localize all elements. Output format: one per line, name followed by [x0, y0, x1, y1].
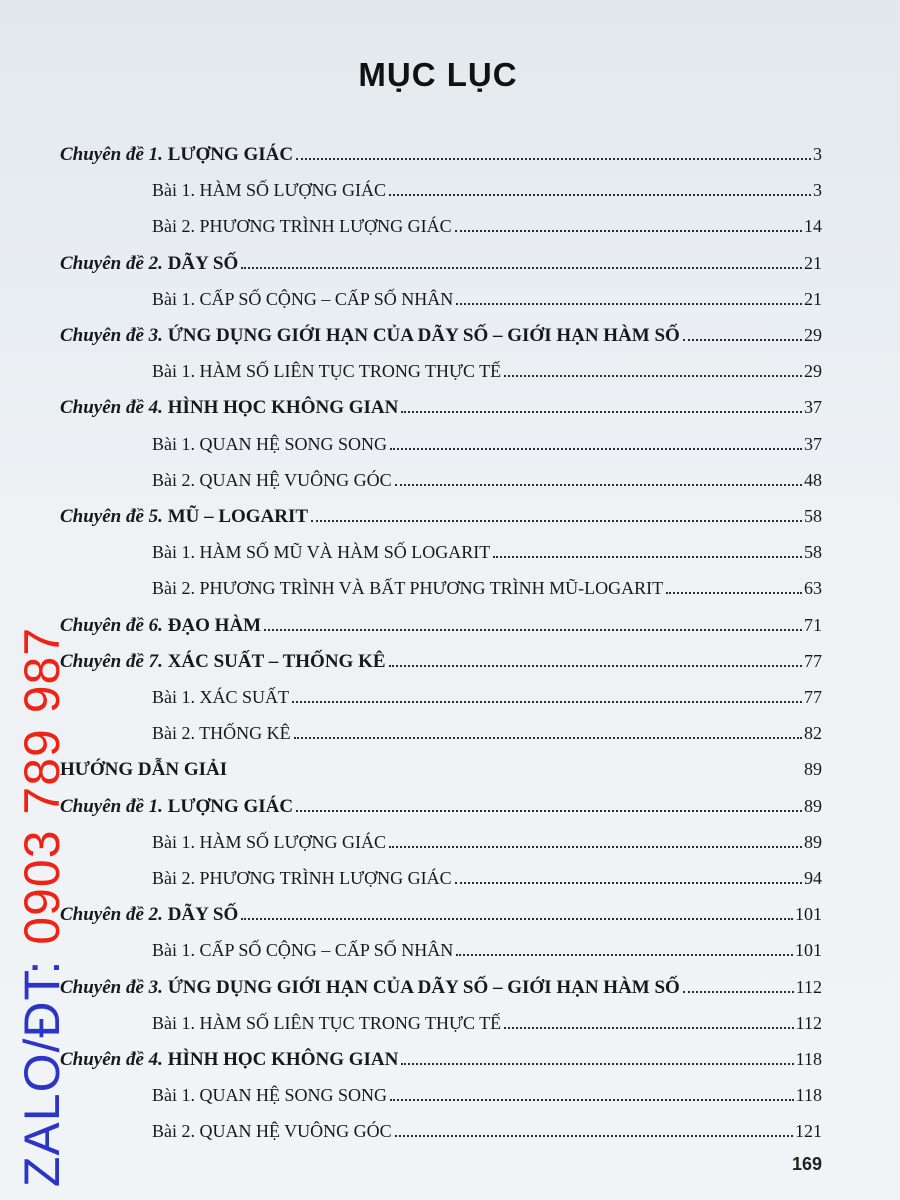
toc-entry-lesson [152, 216, 822, 244]
toc-entry-lesson [152, 361, 822, 389]
toc-entry-chapter [60, 506, 822, 534]
toc-page-number: 101 [795, 940, 822, 961]
toc-entry-title [60, 144, 293, 166]
toc-entry-title [60, 253, 238, 275]
toc-entry-lesson [152, 1085, 822, 1113]
toc-entry-title [60, 615, 261, 637]
toc-entry-lesson [152, 434, 822, 462]
dot-leader [455, 881, 802, 884]
toc-entry-title: Bài 1. HÀM SỐ MŨ VÀ HÀM SỐ LOGARIT [152, 542, 491, 563]
toc-entry-title: Bài 2. QUAN HỆ VUÔNG GÓC [152, 469, 392, 490]
chapter-subject: HÌNH HỌC KHÔNG GIAN [167, 1049, 399, 1070]
chapter-subject: MŨ – LOGARIT [167, 506, 309, 527]
toc-page-number: 29 [804, 325, 822, 345]
dot-leader [395, 1134, 793, 1137]
chapter-prefix: Chuyên đề 1. [60, 795, 168, 817]
page-number: 169 [791, 1154, 822, 1174]
toc-page-number: 14 [804, 216, 822, 237]
phone-watermark [13, 407, 71, 1200]
toc-entry-title [60, 325, 680, 347]
chapter-prefix: Chuyên đề 4. [60, 1049, 168, 1070]
toc-entry-title: Bài 1. HÀM SỐ LƯỢNG GIÁC [152, 831, 386, 852]
toc-entry-title [60, 904, 238, 926]
chapter-prefix: Chuyên đề 3. [60, 325, 168, 346]
toc-entry-title: Bài 2. PHƯƠNG TRÌNH LƯỢNG GIÁC [152, 868, 452, 888]
toc-page-number: 112 [795, 1012, 822, 1033]
dot-leader [456, 302, 802, 305]
chapter-prefix: Chuyên đề 7. [60, 650, 168, 672]
toc-page-number: 29 [804, 361, 822, 382]
toc-entry-title [60, 1049, 398, 1071]
dot-leader [230, 774, 802, 775]
toc-entry-lesson [152, 470, 822, 498]
toc-entry-title [60, 506, 308, 528]
dot-leader [401, 410, 802, 413]
toc-entry-lesson [152, 687, 822, 715]
dot-leader [395, 483, 802, 486]
toc-entry-title [60, 651, 386, 673]
toc-entry-chapter [60, 651, 822, 679]
dot-leader [390, 1098, 794, 1101]
dot-leader [296, 809, 802, 812]
toc-entry-chapter [60, 325, 822, 353]
toc-page-number: 121 [795, 1121, 822, 1142]
dot-leader [241, 266, 802, 269]
toc-entry-title: Bài 1. QUAN HỆ SONG SONG [152, 1085, 388, 1106]
toc-page-number: 77 [804, 687, 822, 707]
dot-leader [294, 736, 802, 739]
toc-entry-title: Bài 2. PHƯƠNG TRÌNH VÀ BẤT PHƯƠNG TRÌNH MŨ-LOGARIT [152, 578, 664, 599]
toc-page-number: 37 [804, 433, 822, 454]
toc-page-number: 63 [804, 578, 822, 599]
toc-entry-lesson [152, 180, 822, 208]
dot-leader [683, 990, 794, 993]
toc-entry-chapter [60, 253, 822, 281]
toc-page-number: 82 [804, 723, 822, 744]
toc-page-number: 71 [804, 614, 822, 635]
chapter-subject: DÃY SỐ [167, 252, 239, 274]
toc-entry-chapter [60, 904, 822, 932]
toc-entry-title: Bài 1. XÁC SUẤT [152, 687, 290, 707]
toc-page-number: 94 [804, 868, 822, 888]
chapter-prefix: Chuyên đề 2. [60, 252, 168, 274]
watermark-phone: 0903 789 987 [14, 626, 70, 945]
toc-page-number: 89 [804, 759, 822, 780]
toc-entry-section [60, 759, 822, 787]
dot-leader [390, 447, 802, 450]
toc-entry-lesson [152, 542, 822, 570]
toc-entry-title [60, 397, 398, 419]
toc-entry-title: Bài 1. HÀM SỐ LIÊN TỤC TRONG THỰC TẾ [152, 361, 502, 382]
page-title: MỤC LỤC [358, 56, 518, 93]
toc-entry-chapter [60, 397, 822, 425]
chapter-subject: LƯỢNG GIÁC [167, 795, 294, 817]
toc-page-number: 58 [804, 542, 822, 563]
toc-page-number: 118 [795, 1085, 822, 1106]
chapter-subject: ỨNG DỤNG GIỚI HẠN CỦA DÃY SỐ – GIỚI HẠN HÀM SỐ [167, 976, 680, 998]
dot-leader [389, 845, 802, 848]
chapter-prefix: Chuyên đề 4. [60, 397, 168, 419]
toc-entry-title: Bài 2. THỐNG KÊ [152, 723, 291, 744]
dot-leader [264, 628, 802, 631]
toc-entry-chapter [60, 144, 822, 172]
watermark-label: ZALO/ĐT: [14, 959, 70, 1188]
toc-entry-lesson [152, 578, 822, 606]
toc-page-number: 118 [795, 1049, 822, 1069]
dot-leader [389, 193, 811, 196]
toc-entry-chapter [60, 977, 822, 1005]
chapter-subject: XÁC SUẤT – THỐNG KÊ [167, 650, 386, 672]
toc-page-number: 21 [804, 252, 822, 273]
toc-entry-chapter [60, 1049, 822, 1077]
toc-page-number: 37 [804, 397, 822, 418]
toc-entry-title: Bài 1. QUAN HỆ SONG SONG [152, 433, 388, 454]
dot-leader [401, 1062, 793, 1065]
toc-page-number: 3 [813, 144, 822, 164]
chapter-subject: HÌNH HỌC KHÔNG GIAN [167, 397, 399, 419]
toc-entry-lesson [152, 940, 822, 968]
toc-page-number: 77 [804, 650, 822, 671]
chapter-prefix: Chuyên đề 5. [60, 506, 168, 527]
toc-entry-title [60, 977, 680, 999]
toc-entry-lesson [152, 289, 822, 317]
chapter-subject: ỨNG DỤNG GIỚI HẠN CỦA DÃY SỐ – GIỚI HẠN HÀM SỐ [167, 325, 680, 346]
toc-entry-lesson [152, 868, 822, 896]
toc-entry-lesson [152, 1121, 822, 1149]
toc-entry-lesson [152, 1013, 822, 1041]
chapter-prefix: Chuyên đề 1. [60, 144, 168, 165]
toc-entry-title: Bài 1. HÀM SỐ LƯỢNG GIÁC [152, 180, 386, 201]
dot-leader [666, 591, 802, 594]
toc-entry-title: HƯỚNG DẪN GIẢI [60, 759, 228, 781]
chapter-prefix: Chuyên đề 3. [60, 976, 168, 998]
dot-leader [493, 555, 802, 558]
toc-entry-title: Bài 2. QUAN HỆ VUÔNG GÓC [152, 1121, 392, 1142]
dot-leader [683, 338, 802, 341]
dot-leader [296, 157, 811, 160]
toc-entry-title: Bài 1. HÀM SỐ LIÊN TỤC TRONG THỰC TẾ [152, 1012, 502, 1033]
dot-leader [504, 374, 802, 377]
toc-page-number: 58 [804, 506, 822, 526]
toc-page-number: 3 [813, 180, 822, 201]
toc-page-number: 112 [795, 976, 822, 997]
toc-page-number: 48 [804, 469, 822, 490]
toc-page-number: 21 [804, 288, 822, 309]
dot-leader [389, 664, 802, 667]
chapter-prefix: Chuyên đề 6. [60, 614, 168, 636]
chapter-subject: DÃY SỐ [167, 904, 239, 926]
toc-entry-lesson [152, 723, 822, 751]
toc-entry-lesson [152, 832, 822, 860]
chapter-subject: LƯỢNG GIÁC [167, 144, 294, 165]
dot-leader [292, 700, 802, 703]
toc-page-number: 101 [795, 904, 822, 925]
toc-page-number: 89 [804, 795, 822, 816]
dot-leader [455, 229, 802, 232]
toc-entry-title: Bài 1. CẤP SỐ CỘNG – CẤP SỐ NHÂN [152, 940, 454, 961]
chapter-subject: ĐẠO HÀM [167, 614, 262, 636]
toc-entry-chapter [60, 615, 822, 643]
toc-entry-title: Bài 1. CẤP SỐ CỘNG – CẤP SỐ NHÂN [152, 288, 454, 309]
toc-entry-chapter [60, 796, 822, 824]
chapter-prefix: Chuyên đề 2. [60, 904, 168, 926]
dot-leader [241, 917, 793, 920]
toc-entry-title [60, 796, 293, 818]
toc-page-number: 89 [804, 831, 822, 852]
toc-entry-title: Bài 2. PHƯƠNG TRÌNH LƯỢNG GIÁC [152, 216, 452, 237]
dot-leader [311, 519, 802, 522]
dot-leader [456, 953, 793, 956]
dot-leader [504, 1026, 794, 1029]
